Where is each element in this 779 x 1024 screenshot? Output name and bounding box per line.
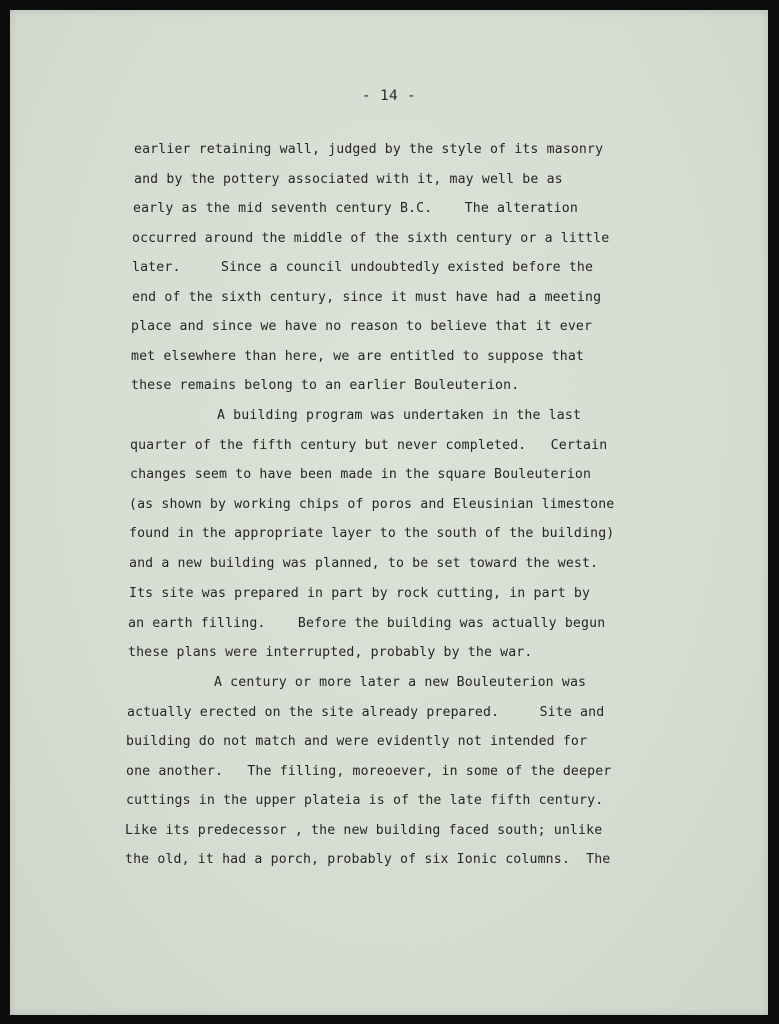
text-line: end of the sixth century, since it must have had a meeting [132, 290, 602, 305]
text-line: and a new building was planned, to be set toward the west. [129, 556, 599, 571]
text-line: Like its predecessor , the new building faced south; unlike [125, 823, 603, 838]
text-line: an earth filling. Before the building was actually begun [128, 616, 606, 631]
text-line: one another. The filling, moreoever, in some of the deeper [126, 764, 612, 779]
text-line: earlier retaining wall, judged by the style of its masonry [134, 142, 604, 157]
text-line: and by the pottery associated with it, may well be as [134, 172, 563, 187]
text-line: early as the mid seventh century B.C. The alteration [133, 201, 578, 216]
text-line: building do not match and were evidently not intended for [126, 734, 588, 749]
text-line: these remains belong to an earlier Bouleuterion. [131, 378, 520, 393]
document-page [10, 10, 768, 1015]
text-line: A century or more later a new Bouleuterion was [214, 675, 587, 690]
text-line: actually erected on the site already prepared. Site and [127, 705, 605, 720]
text-line: the old, it had a porch, probably of six Ionic columns. The [125, 852, 611, 867]
text-line: quarter of the fifth century but never completed. Certain [130, 438, 608, 453]
text-line: later. Since a council undoubtedly existed before the [132, 260, 594, 275]
text-line: A building program was undertaken in the last [217, 408, 582, 423]
text-line: these plans were interrupted, probably by the war. [128, 645, 533, 660]
page-number: - 14 - [361, 88, 417, 104]
text-line: Its site was prepared in part by rock cutting, in part by [129, 586, 591, 601]
text-line: changes seem to have been made in the square Bouleuterion [130, 467, 592, 482]
text-line: found in the appropriate layer to the south of the building) [129, 526, 615, 541]
text-line: cuttings in the upper plateia is of the late fifth century. [126, 793, 604, 808]
text-line: place and since we have no reason to believe that it ever [131, 319, 593, 334]
text-line: met elsewhere than here, we are entitled to suppose that [131, 349, 585, 364]
text-line: (as shown by working chips of poros and Eleusinian limestone [129, 497, 615, 512]
text-line: occurred around the middle of the sixth century or a little [132, 231, 610, 246]
